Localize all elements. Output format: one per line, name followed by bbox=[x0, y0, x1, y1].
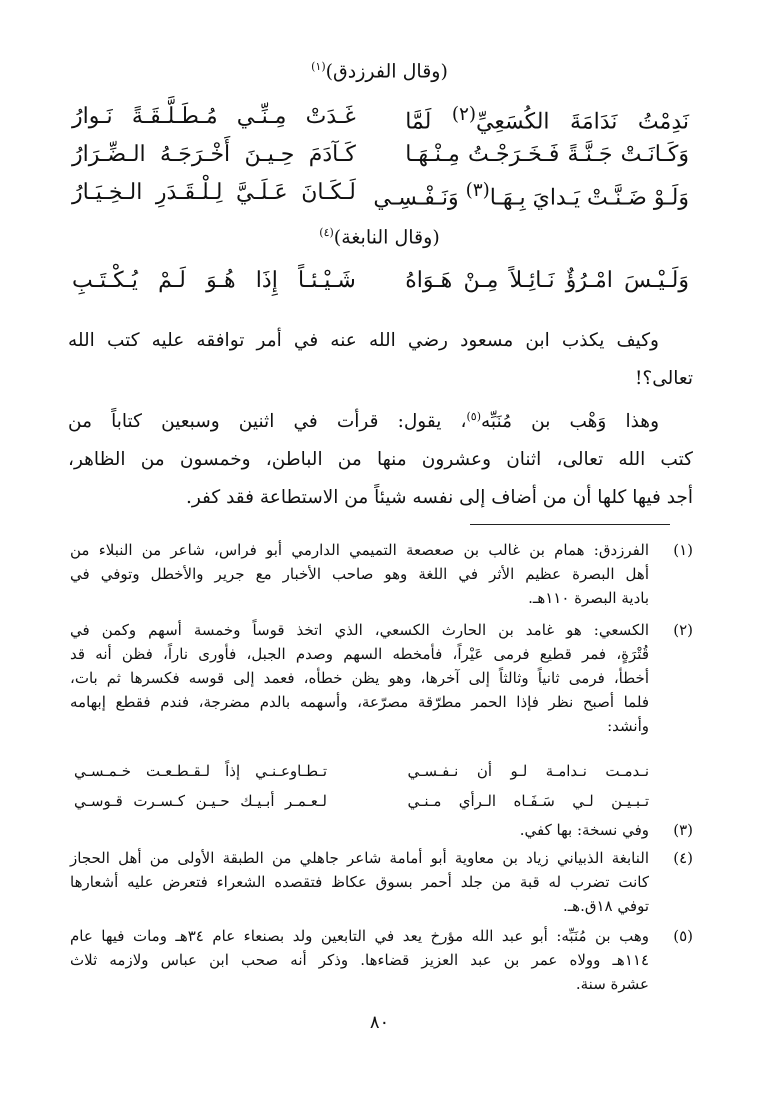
verse-second-hemistich: شَـيْـئـاً إِذَا هُـوَ لَـمْ يُـكْـتَـبِ bbox=[72, 268, 356, 293]
page-number: ٨٠ bbox=[369, 1012, 390, 1033]
footnote-3: (٣) وفي نسخة: بها كفي. bbox=[70, 818, 693, 842]
footnote-separator bbox=[470, 524, 670, 525]
footnote-ref[interactable]: (١) bbox=[311, 60, 326, 73]
verse-line bbox=[72, 142, 689, 176]
footnote-verse-line: نـدمـت نـدامـة لـو أن نـفـسـي تـطـاوعـنـي إذاً لـقـطـعـت خـمـسـي bbox=[74, 762, 649, 780]
verse-first-hemistich: نَدِمْتُ نَدَامَةَ الكُسَعِيِّ$^{(٢)}$ لَمَّا bbox=[405, 104, 689, 135]
footnote-4: (٤) النابغة الذبياني زياد بن معاوية أبو أمامة شاعر جاهلي من الطبقة الأولى من أهل الحجاز كانت تضرب له قبة من جلد أحمر بسوق عكاظ فتقصده الشعراء فتعرض عليه أشعارها توفي ١٨ق.هـ. bbox=[70, 846, 693, 918]
footnote-number: (٢) bbox=[673, 621, 693, 639]
footnote-1: (١) الفرزدق: همام بن غالب بن صعصعة التميمي الدارمي أبو فراس، شاعر من النبلاء من أهل البصرة عظيم الأثر في اللغة وهو صاحب الأخبار مع جرير والأخطل وتوفي في بادية البصرة ١١٠هـ. bbox=[70, 538, 693, 610]
paragraph-ibn-masud: وكيف يكذب ابن مسعود رضي الله عنه في أمر توافقه عليه كتب الله تعالى؟! bbox=[68, 330, 693, 389]
verse-line bbox=[72, 180, 689, 214]
footnote-number: (١) bbox=[673, 541, 693, 559]
footnote-5: (٥) وهب بن مُنَبِّه: أبو عبد الله مؤرخ يعد في التابعين ولد بصنعاء عام ٣٤هـ ومات فيها عام ١١٤هـ وولاه عمر بن عبد العزيز قضاءها. وذكر أنه صحب ابن عباس ولازمه ثلاث عشرة سنة. bbox=[70, 924, 693, 996]
heading-nabigha bbox=[0, 226, 759, 248]
heading-text: (وقال النابغة) bbox=[333, 226, 440, 249]
footnote-number: (٥) bbox=[673, 927, 693, 945]
heading-text: (وقال الفرزدق) bbox=[325, 60, 448, 83]
footnote-ref[interactable]: (٥) bbox=[466, 410, 481, 423]
verse-first-hemistich: وَلَـيْـسَ امْـرُؤٌ نَـائِـلاً مِـنْ هَـوَاهُ bbox=[405, 268, 689, 293]
verse-first-hemistich: وَكَـانَـتْ جَـنَّـةً فَـخَـرَجْـتُ مِـنْـهَـا bbox=[405, 142, 689, 167]
footnote-ref[interactable]: (٣) bbox=[465, 180, 490, 201]
footnote-number: (٤) bbox=[673, 849, 693, 867]
footnote-verse-line: تـبـيـن لـي سَـفَـاه الـرأي مـنـي لـعـمـر أبـيـك حـيـن كـسـرت قـوسـي bbox=[74, 792, 649, 810]
verse-second-hemistich: غَـدَتْ مِـنِّـي مُـطَـلَّـقَـةً نَـوارُ bbox=[72, 104, 356, 129]
verse-line bbox=[72, 104, 689, 138]
footnote-number: (٣) bbox=[673, 821, 693, 839]
verse-first-hemistich: وَلَـوْ ضَـنَّـتْ يَـدايَ بِـهَـا$^{(٣)}$ وَنَـفْـسِـي bbox=[373, 180, 689, 211]
verse-second-hemistich: كَـآدَمَ حِـيـنَ أَخْـرَجَـهُ الـضِّـرَارُ bbox=[72, 142, 356, 167]
footnote-ref[interactable]: (٤) bbox=[319, 226, 334, 239]
footnote-ref[interactable]: (٢) bbox=[451, 104, 476, 125]
verse-line bbox=[72, 268, 689, 302]
paragraph-wahb: وهذا وَهْب بن مُنَبِّه$^{(٥)}$، يقول: قرأت في اثنين وسبعين كتاباً من كتب الله تعالى، اثنان وعشرون منها من الباطن، وخمسون من الظاهر، أجد فيها كلها أن من أضاف إلى نفسه شيئاً من الاستطاعة فقد كفر. bbox=[68, 410, 693, 509]
verse-second-hemistich: لَـكَـانَ عَـلَـيَّ لِـلْـقَـدَرِ الـخِـيَـارُ bbox=[72, 180, 356, 205]
footnote-2: (٢) الكسعي: هو غامد بن الحارث الكسعي، الذي اتخذ قوساً وخمسة أسهم وكمن في قُتْرَةٍ، فمر قطيع فرمى عَيْراً، فأمخطه السهم وصدم الجبل، فأورى ناراً، فظن أنه قد أخطأ، فرمى ثانياً وثالثاً إلى آخرها، وهو يظن خطأه، فعمد إلى قوسه فكسرها ثم بات، فلما أصبح نظر فإذا الحمر مطرّقة مصرّعة، وأسهمه بالدم مضرجة، فندم فقطع إبهامه وأنشد: bbox=[70, 618, 693, 738]
heading-farazdaq bbox=[0, 60, 759, 82]
